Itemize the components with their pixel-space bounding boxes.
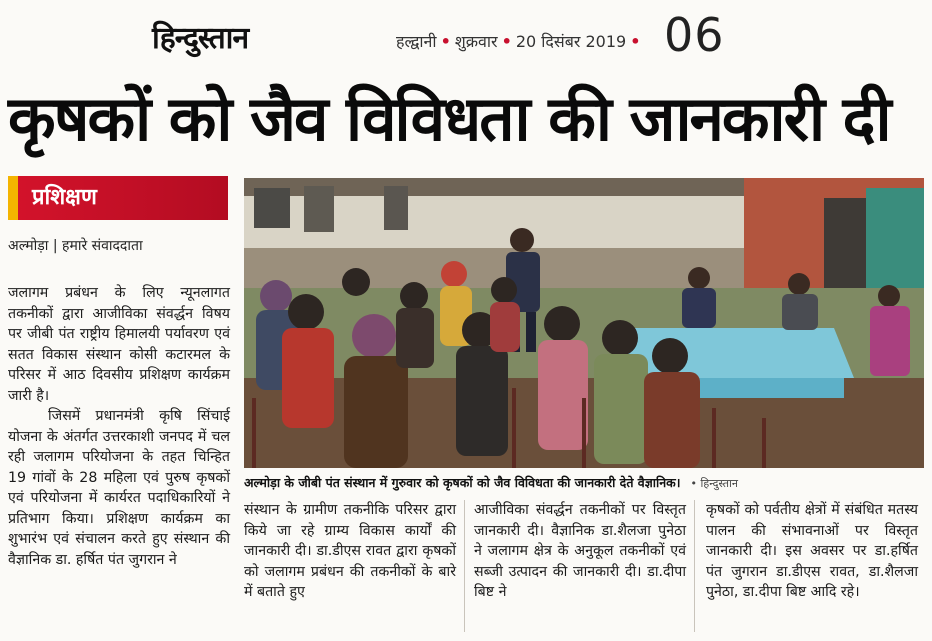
newspaper-logo: हिन्दुस्तान — [152, 21, 249, 56]
headline: कृषकों को जैव विविधता की जानकारी दी — [8, 82, 890, 155]
section-tag: प्रशिक्षण — [8, 176, 228, 220]
paragraph: जलागम प्रबंधन के लिए न्यूनलागत तकनीकों द्वारा आजीविका संवर्द्धन विषय पर जीबी पंत राष्ट्रीय हिमालयी पर्यावरण एवं सतत विकास संस्थान कोसी कटारमल के परिसर में आठ दिवसीय प्रशिक्षण कार्यक्रम जारी है। — [8, 285, 230, 404]
weekday: शुक्रवार — [454, 32, 498, 51]
news-photo — [244, 178, 924, 468]
bullet-icon: • — [440, 32, 451, 51]
bullet-icon: • — [501, 32, 512, 51]
article-column-1 — [8, 283, 230, 570]
article-column-2: संस्थान के ग्रामीण तकनीकि परिसर द्वारा किये जा रहे ग्राम्य विकास कार्यों की जानकारी दी। डा.डीएस रावत द्वारा कृषकों को जलागम प्रबंधन की तकनीकों के बारे में बताते हुए — [244, 502, 456, 600]
date: 20 दिसंबर 2019 — [515, 32, 627, 51]
photo-caption — [244, 471, 924, 495]
byline: अल्मोड़ा | हमारे संवाददाता — [8, 238, 143, 254]
article-column-3: आजीविका संवर्द्धन तकनीकों पर विस्तृत जानकारी दी। वैज्ञानिक डा.शैलजा पुनेठा ने जलागम क्षेत्र के अनुकूल तकनीकों एवं सब्जी उत्पादन की जानकारी दी। डा.दीपा बिष्ट ने — [474, 502, 686, 600]
dateline — [396, 30, 644, 52]
column-divider — [464, 500, 465, 632]
masthead — [0, 0, 932, 72]
column-divider — [694, 500, 695, 632]
page-number: 06 — [664, 8, 725, 62]
credit-text: हिन्दुस्तान — [700, 477, 738, 490]
photo-credit: • हिन्दुस्तान — [690, 477, 738, 490]
caption-text: अल्मोड़ा के जीबी पंत संस्थान में गुरुवार को कृषकों को जैव विविधता की जानकारी देते वैज्ञानिक। — [244, 475, 681, 490]
paragraph: जिसमें प्रधानमंत्री कृषि सिंचाई योजना के अंतर्गत उत्तरकाशी जनपद में चल रही जलागम परियोजना के तहत चिन्हित 19 गांवों के 28 महिला एवं पुरुष कृषकों एवं परियोजना में कार्यरत पदाधिकारियों ने प्रतिभाग किया। प्रशिक्षण कार्यक्रम का शुभारंभ एवं संचालन करते हुए संस्थान की वैज्ञानिक डा. हर्षित पंत जुगरान ने — [8, 408, 230, 568]
city: हल्द्वानी — [396, 32, 437, 51]
bullet-icon: • — [630, 32, 641, 51]
article-column-4: कृषकों को पर्वतीय क्षेत्रों में संबंधित मतस्य पालन की संभावनाओं पर विस्तृत जानकारी दी। इस अवसर पर डा.हर्षित पंत जुगरान डा.डीएस रावत, डा.शैलजा पुनेठा, डा.दीपा बिष्ट आदि रहे। — [706, 502, 918, 600]
